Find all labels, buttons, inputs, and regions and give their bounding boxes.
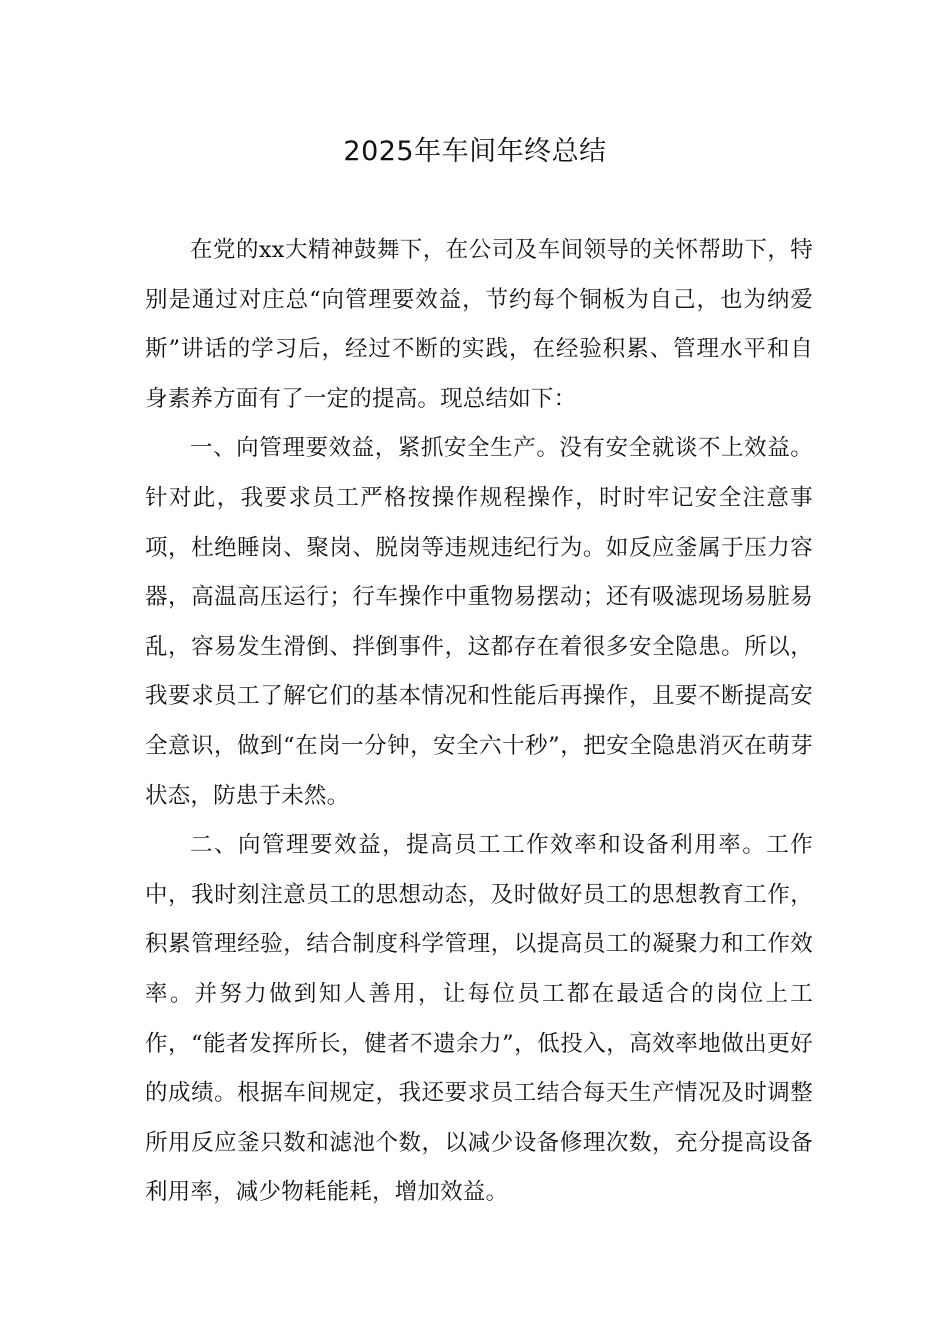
document-title: 2025年车间年终总结 [343, 136, 607, 167]
paragraph-efficiency: 二、向管理要效益，提高员工工作效率和设备利用率。工作中，我时刻注意员工的思想动态，及时做好员工的思想教育工作，积累管理经验，结合制度科学管理，以提高员工的凝聚力和工作效率。并努力做到知人善用，让每位员工都在最适合的岗位上工作，“能者发挥所长，健者不遗余力”，低投入，高效率地做出更好的成绩。根据车间规定，我还要求员工结合每天生产情况及时调整所用反应釜只数和滤池个数，以减少设备修理次数，充分提高设备利用率，减少物耗能耗，增加效益。 [145, 832, 813, 1206]
paragraph-intro: 在党的xx大精神鼓舞下，在公司及车间领导的关怀帮助下，特别是通过对庄总“向管理要效益，节约每个铜板为自己，也为纳爱斯”讲话的学习后，经过不断的实践，在经验积累、管理水平和自身素养方面有了一定的提高。现总结如下： [145, 237, 813, 412]
paragraph-safety: 一、向管理要效益，紧抓安全生产。没有安全就谈不上效益。针对此，我要求员工严格按操作规程操作，时时牢记安全注意事项，杜绝睡岗、聚岗、脱岗等违规违纪行为。如反应釜属于压力容器，高温高压运行；行车操作中重物易摆动；还有吸滤现场易脏易乱，容易发生滑倒、拌倒事件，这都存在着很多安全隐患。所以，我要求员工了解它们的基本情况和性能后再操作，且要不断提高安全意识，做到“在岗一分钟，安全六十秒”，把安全隐患消灭在萌芽状态，防患于未然。 [145, 435, 813, 809]
document-body [145, 226, 813, 1218]
